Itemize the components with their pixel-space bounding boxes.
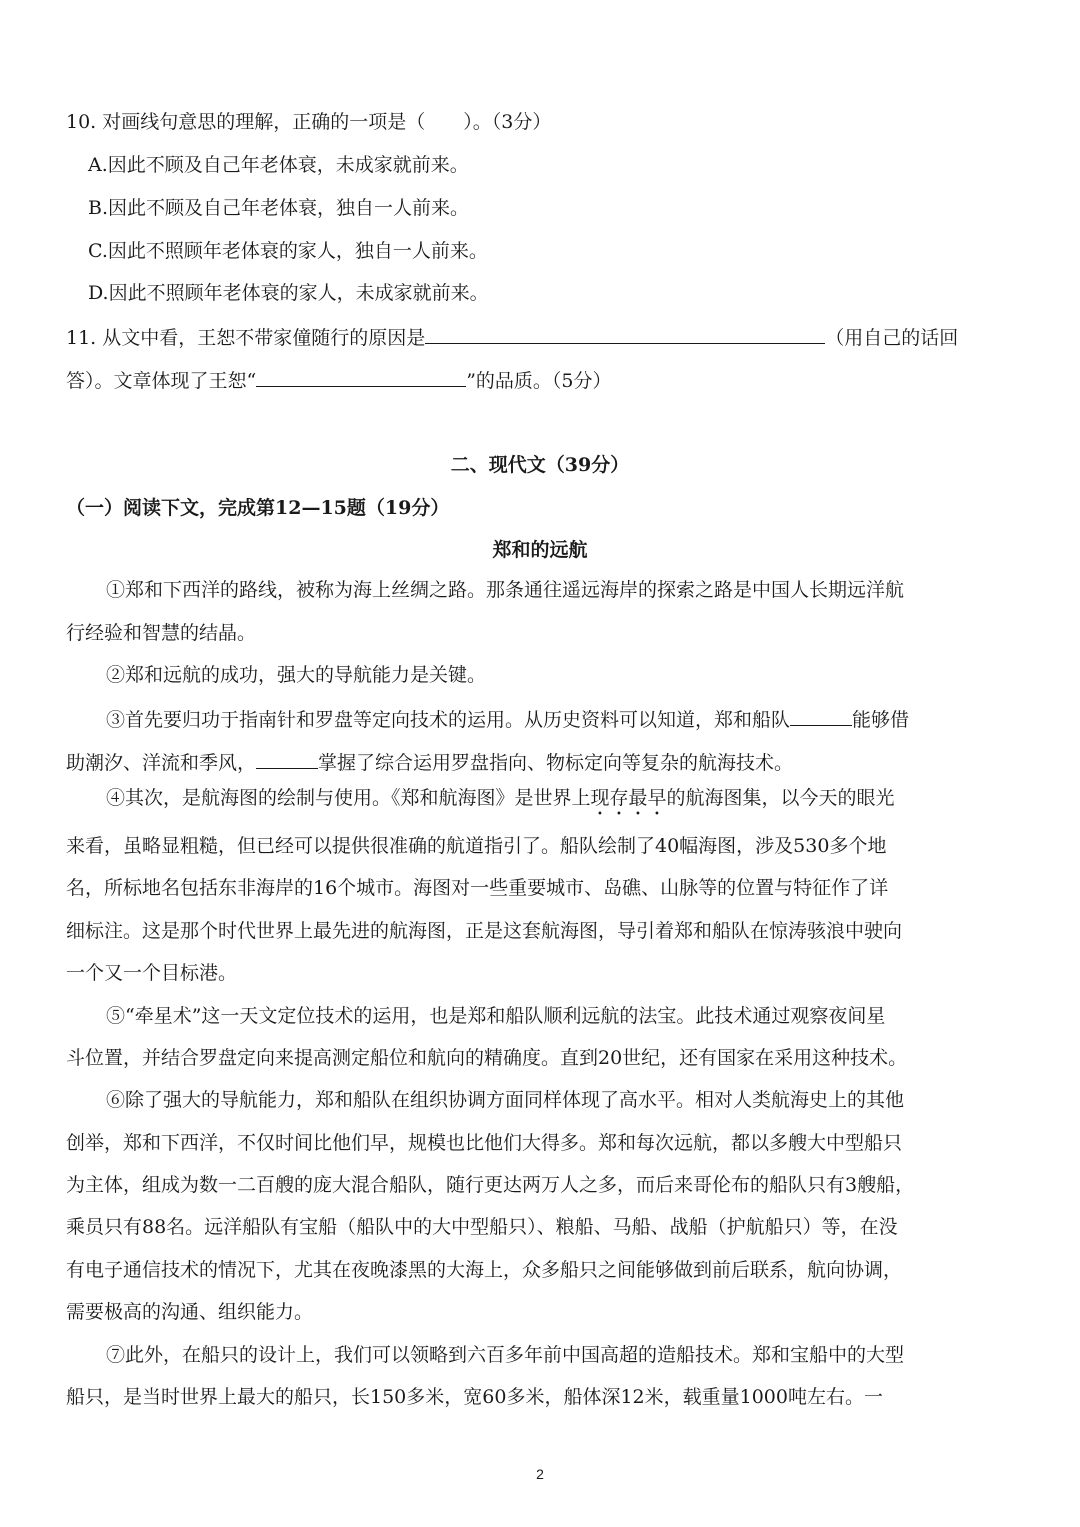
question-11-text-4: ”的品质。（5分） (466, 370, 612, 392)
paragraph-4-line: 一个又一个目标港。 (66, 962, 238, 984)
paragraph-6-line: ⑥除了强大的导航能力，郑和船队在组织协调方面同样体现了高水平。相对人类航海史上的其他 (106, 1089, 905, 1111)
answer-blank-2[interactable] (256, 748, 318, 769)
paragraph-3-text: 掌握了综合运用罗盘指向、物标定向等复杂的航海技术。 (318, 752, 794, 774)
paragraph-2-line: ②郑和远航的成功，强大的导航能力是关键。 (106, 664, 487, 686)
question-11-text-1: 11. 从文中看，王恕不带家僮随行的原因是 (66, 327, 426, 349)
paragraph-4-line: 来看，虽略显粗糙，但已经可以提供很准确的航道指引了。船队绘制了40幅海图，涉及530多个地 (66, 835, 887, 857)
paragraph-5-line: ⑤“牵星术”这一天文定位技术的运用，也是郑和船队顺利远航的法宝。此技术通过观察夜间星 (106, 1005, 886, 1027)
paragraph-5-line: 斗位置，并结合罗盘定向来提高测定船位和航向的精确度。直到20世纪，还有国家在采用这种技术。 (66, 1047, 908, 1069)
paragraph-4-text: 的航海图集，以今天的眼光 (666, 787, 895, 809)
paragraph-6-line: 需要极高的沟通、组织能力。 (66, 1301, 314, 1323)
paragraph-3-line (66, 748, 793, 776)
paragraph-4-text: ④其次，是航海图的绘制与使用。《郑和航海图》是世界上 (106, 787, 591, 809)
option-b: B.因此不顾及自己年老体衰，独自一人前来。 (88, 197, 470, 219)
answer-blank-1[interactable] (790, 705, 852, 726)
answer-blank-quality[interactable] (256, 366, 466, 387)
paragraph-4-line (106, 785, 895, 820)
page-number: 2 (536, 1466, 544, 1482)
option-d: D.因此不照顾年老体衰的家人，未成家就前来。 (88, 282, 489, 304)
paragraph-6-line: 为主体，组成为数一二百艘的庞大混合船队，随行更达两万人之多，而后来哥伦布的船队只有3艘船， (66, 1174, 915, 1196)
paragraph-1-line: 行经验和智慧的结晶。 (66, 622, 257, 644)
paragraph-3-text: ③首先要归功于指南针和罗盘等定向技术的运用。从历史资料可以知道，郑和船队 (106, 709, 791, 731)
emphasized-phrase: 现存最早 (590, 787, 667, 809)
option-a: A.因此不顾及自己年老体衰，未成家就前来。 (88, 154, 469, 176)
question-11-text-2: （用自己的话回 (825, 327, 959, 349)
option-c: C.因此不照顾年老体衰的家人，独自一人前来。 (88, 240, 488, 262)
article-title: 郑和的远航 (492, 539, 588, 561)
answer-blank-reason[interactable] (425, 323, 825, 344)
paragraph-6-line: 乘员只有88名。远洋船队有宝船（船队中的大中型船只）、粮船、马船、战船（护航船只）等，在没 (66, 1216, 898, 1238)
question-11-line-2 (66, 366, 612, 394)
section-heading: 二、现代文（39分） (450, 454, 630, 476)
paragraph-7-line: ⑦此外，在船只的设计上，我们可以领略到六百多年前中国高超的造船技术。郑和宝船中的大型 (106, 1344, 905, 1366)
question-11-line-1 (66, 323, 958, 351)
paragraph-1-line: ①郑和下西洋的路线，被称为海上丝绸之路。那条通往遥远海岸的探索之路是中国人长期远洋航 (106, 579, 905, 601)
paragraph-6-line: 有电子通信技术的情况下，尤其在夜晚漆黑的大海上，众多船只之间能够做到前后联系，航向协调， (66, 1259, 903, 1281)
paragraph-6-line: 创举，郑和下西洋，不仅时间比他们早，规模也比他们大得多。郑和每次远航，都以多艘大中型船只 (66, 1132, 903, 1154)
paragraph-3-text: 助潮汐、洋流和季风， (66, 752, 257, 774)
section-subheading: （一）阅读下文，完成第12—15题（19分） (66, 497, 450, 519)
question-10-stem: 10. 对画线句意思的理解，正确的一项是（ ）。（3分） (66, 111, 552, 133)
paragraph-3-line (106, 705, 909, 733)
paragraph-3-text: 能够借 (852, 709, 910, 731)
question-11-text-3: 答）。文章体现了王恕“ (66, 370, 257, 392)
paragraph-4-line: 名，所标地名包括东非海岸的16个城市。海图对一些重要城市、岛礁、山脉等的位置与特征作了详 (66, 877, 889, 899)
paragraph-4-line: 细标注。这是那个时代世界上最先进的航海图，正是这套航海图，导引着郑和船队在惊涛骇浪中驶向 (66, 920, 903, 942)
paragraph-7-line: 船只，是当时世界上最大的船只，长150多米，宽60多米，船体深12米，载重量1000吨左右。一 (66, 1386, 883, 1408)
